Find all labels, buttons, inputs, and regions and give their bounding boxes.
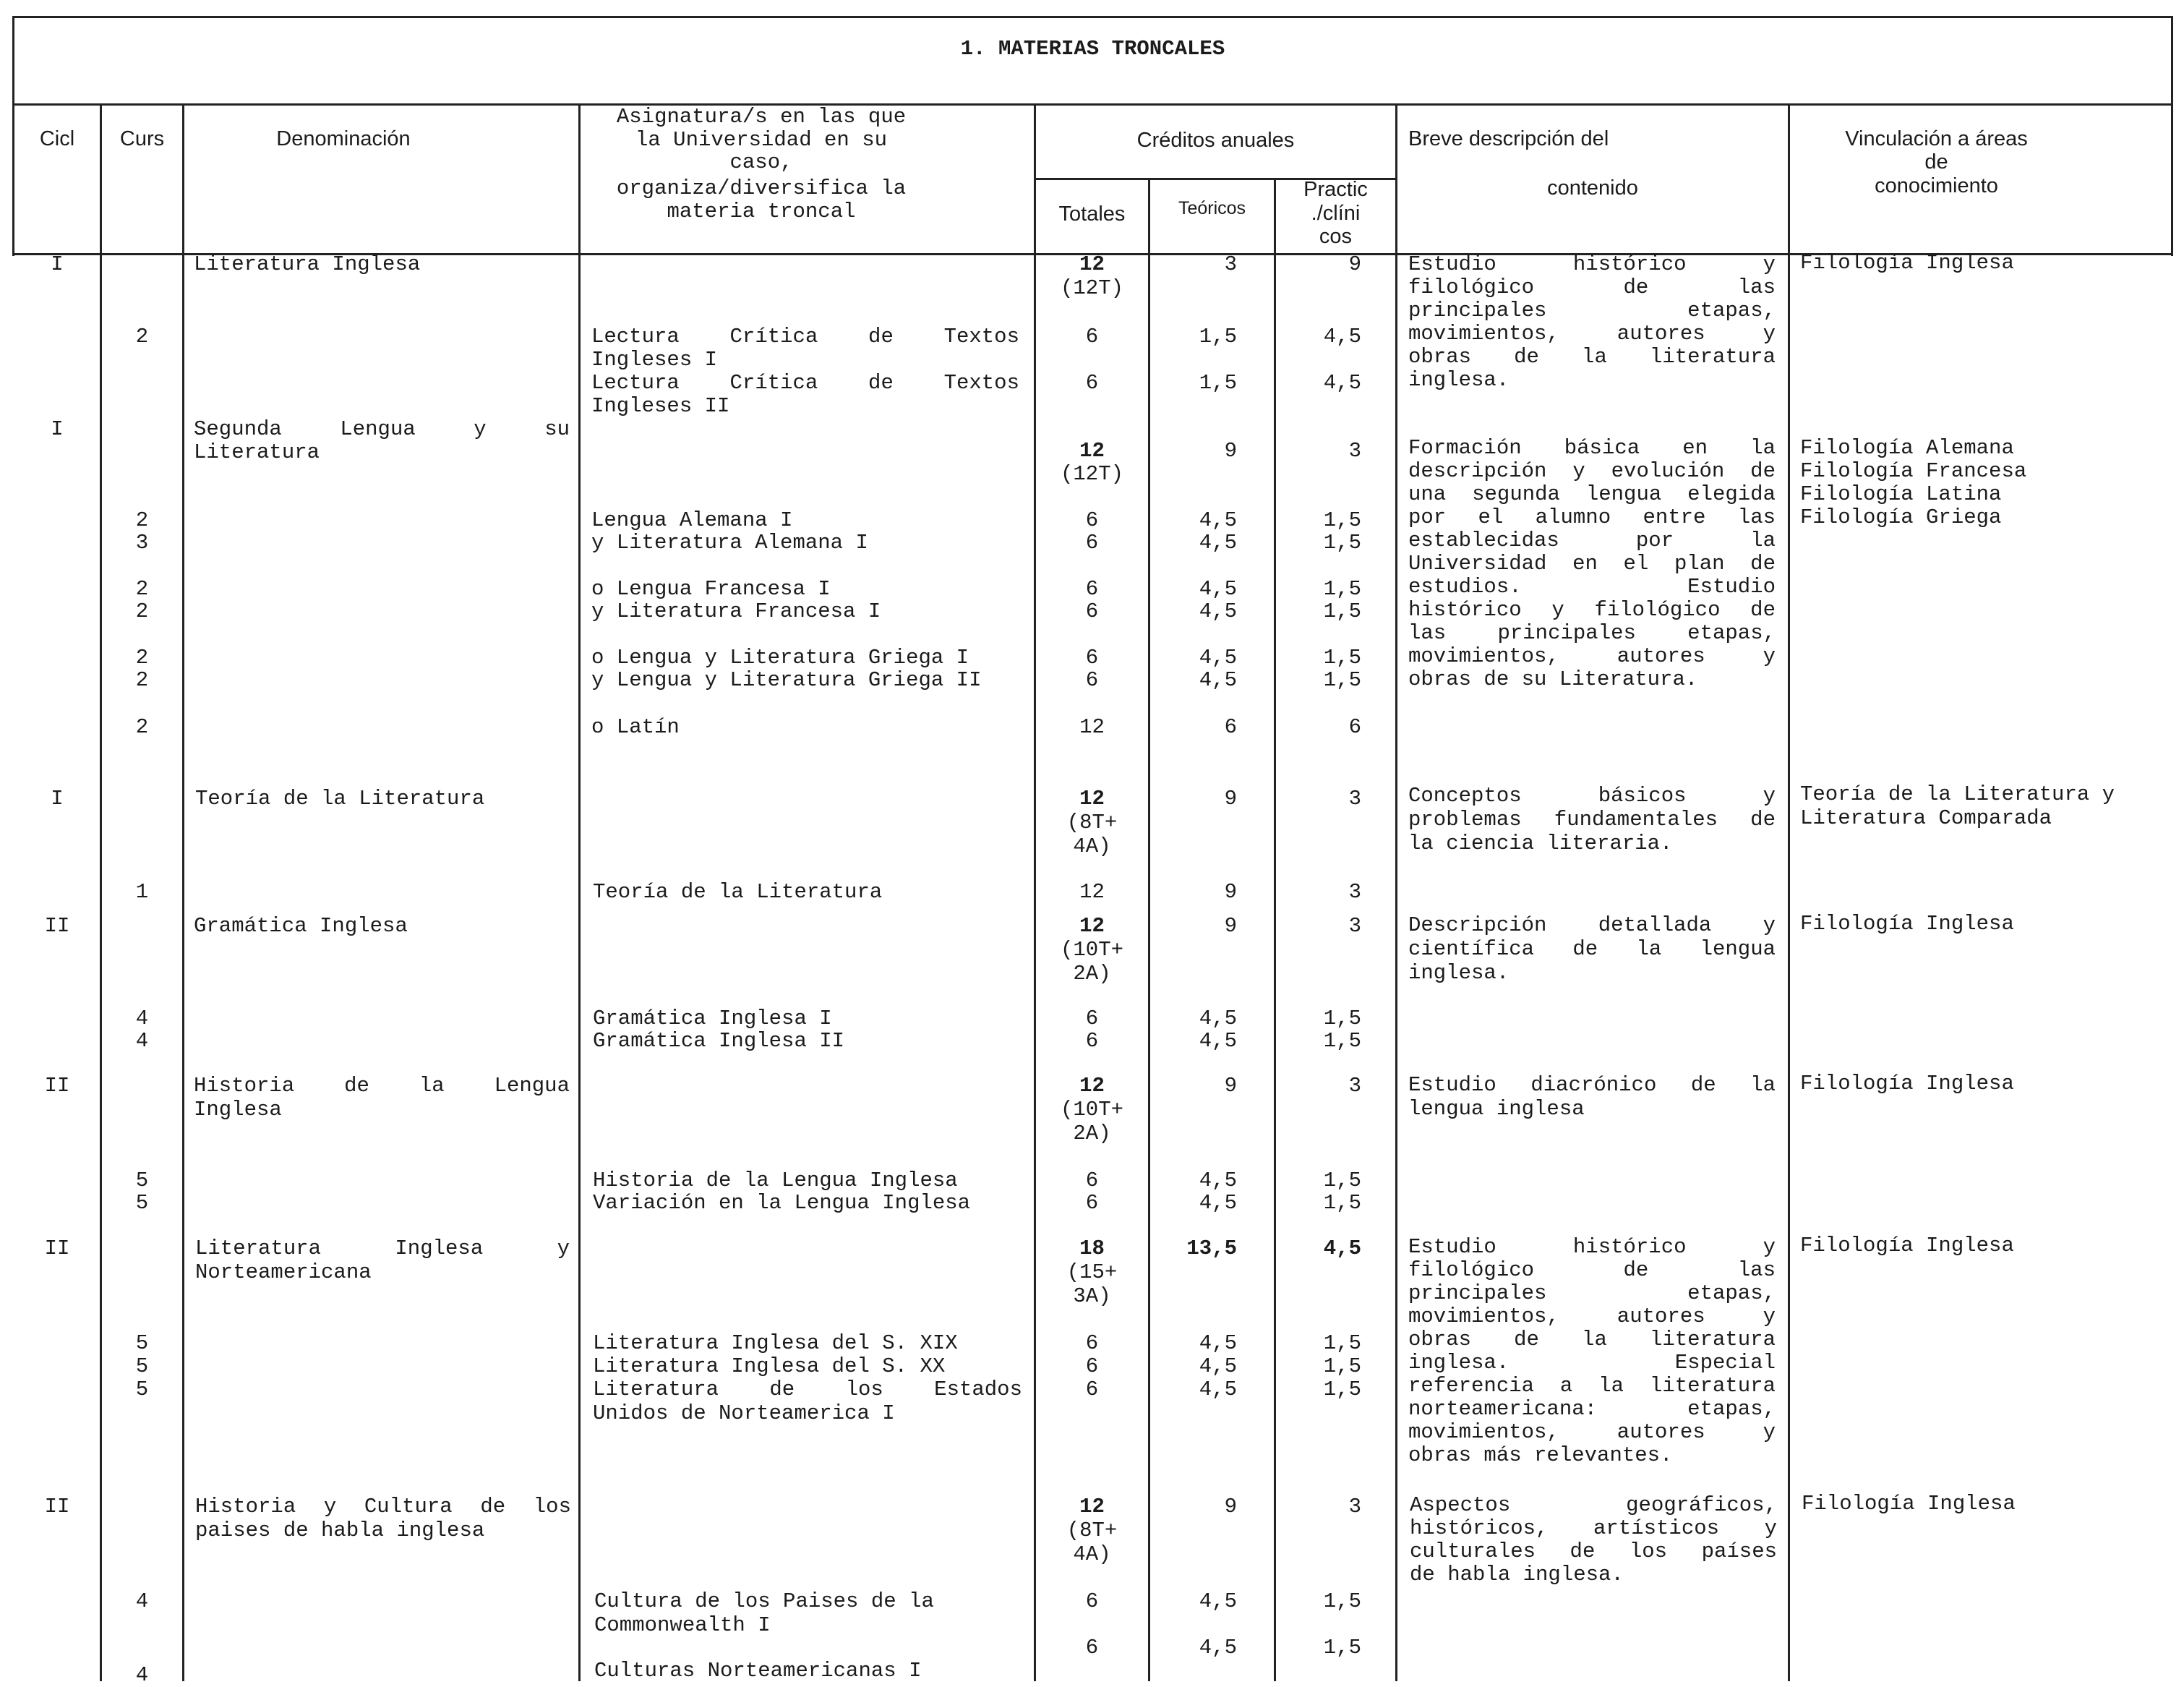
teoricos: 13,5 — [1186, 1237, 1237, 1260]
totales: 12 — [1079, 1074, 1105, 1098]
rule-top — [12, 16, 2173, 18]
totales: 12 — [1079, 439, 1105, 463]
ciclo: I — [51, 252, 64, 276]
totales: 12 — [1079, 787, 1105, 811]
ciclo: I — [51, 417, 64, 441]
rule-col-desc — [1395, 103, 1397, 1681]
rule-col-asig — [578, 103, 581, 1681]
denominacion-linea2: Inglesa — [194, 1098, 282, 1122]
header-descripcion: Breve descripción del — [1408, 127, 1609, 150]
totales-detalle: (8T+ — [1066, 1519, 1118, 1542]
teoricos: 9 — [1224, 1074, 1237, 1098]
practicos: 3 — [1348, 914, 1361, 938]
teoricos: 9 — [1224, 439, 1237, 463]
totales-detalle: (8T+ — [1066, 811, 1118, 834]
totales: 12 — [1079, 252, 1105, 276]
totales-detalle: (15+ — [1066, 1260, 1118, 1284]
teoricos: 9 — [1224, 1495, 1237, 1519]
practicos: 3 — [1348, 1495, 1361, 1519]
denominacion-linea2: paises de habla inglesa — [195, 1519, 485, 1542]
vinculacion: Filología Inglesa — [1800, 251, 2014, 275]
ciclo: I — [51, 787, 64, 811]
totales-detalle-2: 4A) — [1073, 834, 1111, 858]
practicos: 3 — [1348, 787, 1361, 811]
header-ciclo: Cicl — [39, 127, 75, 150]
header-contenido: contenido — [1547, 176, 1638, 200]
header-teoricos: Teóricos — [1178, 198, 1246, 218]
totales: 12 — [1079, 914, 1105, 938]
denominacion-linea2: Literatura — [194, 440, 320, 464]
vinculacion: Filología Inglesa — [1802, 1492, 2016, 1516]
practicos: 9 — [1348, 252, 1361, 276]
practicos: 3 — [1348, 439, 1361, 463]
totales-detalle: (10T+ — [1060, 1098, 1123, 1122]
totales-detalle: (12T) — [1060, 276, 1123, 300]
teoricos: 9 — [1224, 787, 1237, 811]
rule-title-bottom — [12, 103, 2173, 106]
document-page: 1. MATERIAS TRONCALES Cicl Curs Denominación Asignatura/s en las que la Universidad en su caso, organiza/diversifica la materia troncal Créditos anuales Totales Teóricos Practic ./clíni cos Breve descripción del contenido Vinculación a áreas de conocimiento I Literatura Inglesa 12 (12T) 3 9 Estudio histórico y filológico de las principales etapas, movimientos, autores y obras de la literatura inglesa. Filología Inglesa 2 Lectura Crítica de Textos Ingleses I 6 1,5 4,5 Lectura Crítica de Textos Ingleses II 6 1,5 4,5 I Segunda Lengua y su Literatura 12 (12T) 9 3 Formación básica en la descripción y evolución de una segunda lengua elegida por el alumno entre las establecidas por la Universidad en el plan de estudios. Estudio histórico y filológico de las principales etapas, movimientos, autores y obras de su Literatura. Filología Alemana Filología Francesa Filología Latina Filología Griega 2 Lengua Alemana I 6 4,5 1,5 3 y Literatura Alemana I 6 4,5 1,5 2 o Lengua Francesa I 6 4,5 1,5 2 y Literatura Francesa I 6 4,5 1,5 2 o Lengua y Literatura Griega I 6 4,5 1,5 2 y Lengua y Literatura Griega II 6 4,5 1,5 2 o Latín 12 6 6 I Teoría de la Literatura 12 (8T+ 4A) 9 3 Conceptos básicos y problemas fundamentales de la ciencia literaria. Teoría de la Literatura y Literatura Comparada 1 Teoría de la Literatura 12 9 3 II Gramática Inglesa 12 (10T+ 2A) 9 3 Descripción detallada y científica de la lengua inglesa. Filología Inglesa 4 Gramática Inglesa I 6 4,5 1,5 4 Gramática Inglesa II 6 4,5 1,5 II Historia de la Lengua Inglesa 12 (10T+ 2A) 9 3 Estudio diacrónico de la lengua inglesa Filología Inglesa 5 Historia de la Lengua Inglesa 6 4,5 1,5 5 Variación en la Lengua Inglesa 6 4,5 1,5 II Literatura Inglesa y Norteamericana 18 (15+ 3A) 13,5 4,5 Estudio histórico y filológico de las principales etapas, movimientos, autores y obras de la literatura inglesa. Especial referencia a la literatura norteamericana: etapas, movimientos, autores y obras más relevantes. Filología Inglesa 5 Literatura Inglesa del S. XIX 6 4,5 1,5 5 Literatura Inglesa del S. XX 6 4,5 1,5 5 Literatura de los Estados Unidos de Norteamerica I 6 4,5 1,5 II Historia y Cultura de los paises de habla inglesa 12 (8T+ 4A) 9 3 Aspectos geográficos, históricos, artísticos y culturales de los países de habla inglesa. Filología Inglesa 4 Cultura de los Paises de la Commonwealth I 6 4,5 1,5 6 4,5 1,5 4 Culturas Norteamericanas I — [0, 0, 2184, 1681]
vinculacion: Filología Inglesa — [1800, 912, 2014, 936]
header-denominacion: Denominación — [276, 127, 411, 150]
denominacion: Teoría de la Literatura — [195, 787, 485, 811]
totales-detalle-2: 3A) — [1073, 1284, 1111, 1308]
totales-detalle: (12T) — [1060, 462, 1123, 486]
totales: 12 — [1079, 1495, 1105, 1519]
denominacion: Historia y Cultura de los — [195, 1495, 571, 1519]
totales-detalle-2: 4A) — [1073, 1542, 1111, 1566]
denominacion: Historia de la Lengua — [194, 1074, 570, 1098]
ciclo: II — [44, 1074, 70, 1098]
denominacion: Segunda Lengua y su — [194, 417, 570, 441]
header-creditos: Créditos anuales — [1136, 129, 1295, 152]
totales-detalle: (10T+ — [1060, 938, 1123, 962]
ciclo: II — [44, 1495, 70, 1519]
totales-detalle-2: 2A) — [1073, 962, 1111, 986]
vinculacion: Filología Inglesa — [1800, 1234, 2014, 1257]
denominacion: Literatura Inglesa y — [195, 1237, 570, 1260]
header-totales: Totales — [1058, 202, 1126, 226]
vinculacion: Filología Inglesa — [1800, 1072, 2014, 1096]
practicos: 3 — [1348, 1074, 1361, 1098]
totales-detalle-2: 2A) — [1073, 1122, 1111, 1145]
teoricos: 9 — [1224, 914, 1237, 938]
denominacion: Gramática Inglesa — [194, 914, 408, 938]
totales: 18 — [1079, 1237, 1105, 1260]
teoricos: 3 — [1224, 252, 1237, 276]
rule-col-denom — [182, 103, 184, 1681]
header-curso: Curs — [119, 127, 165, 150]
ciclo: II — [44, 914, 70, 938]
practicos: 4,5 — [1323, 1237, 1361, 1260]
table-title: 1. MATERIAS TRONCALES — [960, 37, 1225, 61]
denominacion-linea2: Norteamericana — [195, 1260, 372, 1284]
rule-col-vinc — [1788, 103, 1790, 1681]
denominacion: Literatura Inglesa — [194, 252, 421, 276]
ciclo: II — [44, 1237, 70, 1260]
